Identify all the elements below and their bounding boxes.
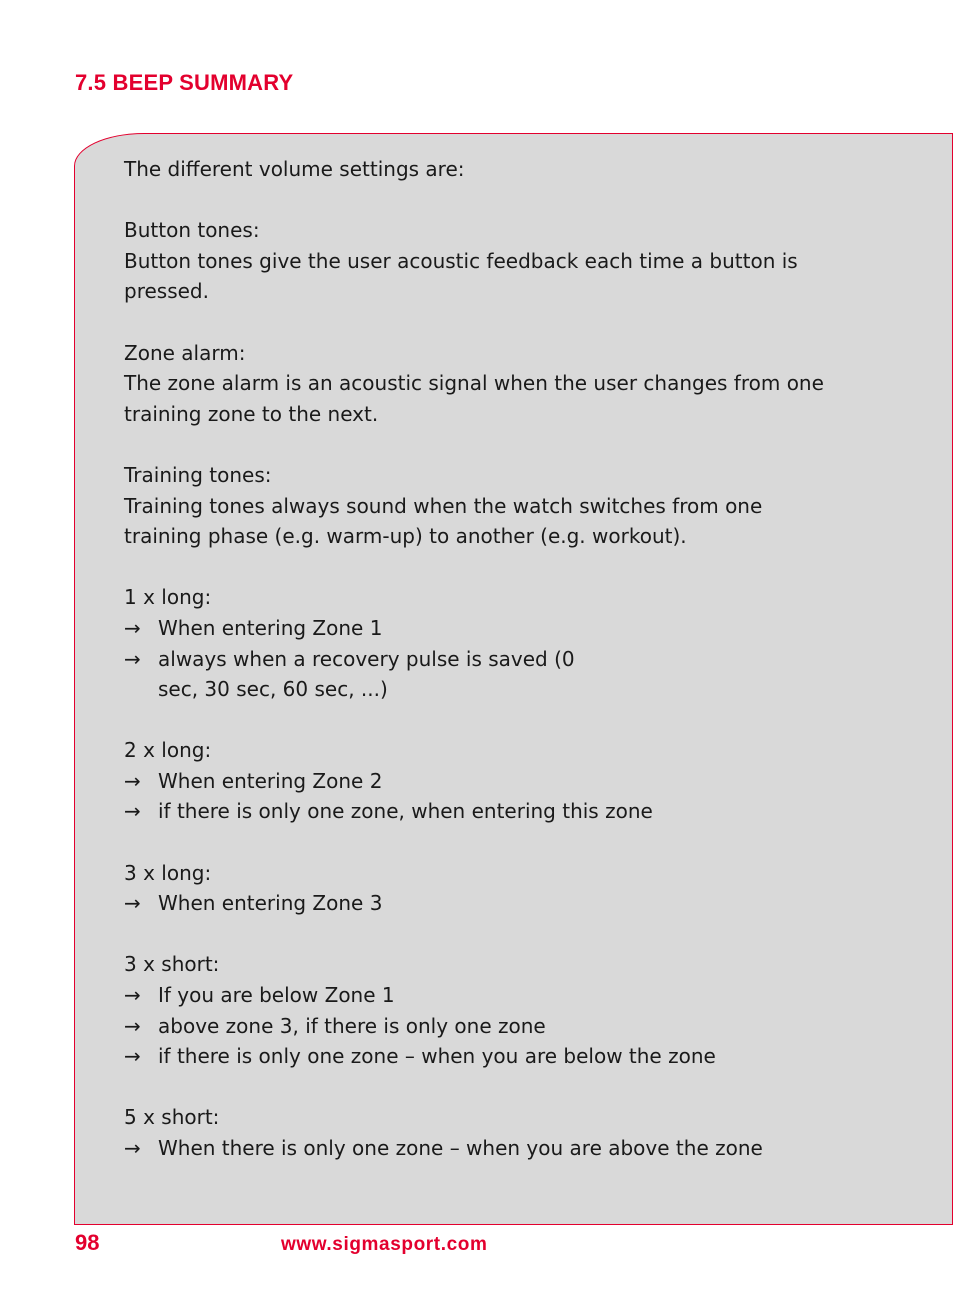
list-item (124, 644, 598, 705)
button-tones-text: Button tones give the user acoustic feedback each time a button is pressed. (124, 248, 798, 304)
beep-title-1x-long: 1 x long: (124, 585, 212, 610)
list-item (124, 888, 864, 919)
list-item (124, 766, 864, 797)
arrow-right-icon: → (124, 891, 141, 916)
beep-summary-content (124, 154, 864, 1164)
list-item-text: if there is only one zone – when you are below the zone (158, 1044, 716, 1069)
intro-text: The different volume settings are: (124, 157, 465, 181)
list-item-text: When entering Zone 2 (158, 768, 383, 793)
page-number: 98 (75, 1230, 100, 1255)
list-item (124, 796, 864, 827)
arrow-right-icon: → (124, 983, 141, 1008)
button-tones-title: Button tones: (124, 218, 260, 243)
list-item-text: When there is only one zone – when you are above the zone (158, 1136, 763, 1160)
list-item-text: above zone 3, if there is only one zone (158, 1013, 546, 1038)
list-item (124, 1011, 864, 1042)
beep-title-2x-long: 2 x long: (124, 738, 212, 763)
arrow-right-icon: → (124, 799, 141, 824)
arrow-right-icon: → (124, 1013, 141, 1038)
list-item (124, 613, 864, 644)
arrow-right-icon: → (124, 1136, 141, 1160)
website-url: www.sigmasport.com (281, 1234, 488, 1255)
list-item-text: always when a recovery pulse is saved (0 sec, 30 sec, 60 sec, ...) (158, 646, 575, 702)
training-tones-text: Training tones always sound when the watch switches from one training phase (e.g. warm-up) to another (e.g. workout). (124, 493, 763, 549)
list-item-text: When entering Zone 3 (158, 891, 383, 916)
beep-title-3x-short: 3 x short: (124, 952, 220, 977)
list-item (124, 1133, 864, 1164)
list-item (124, 980, 864, 1011)
beep-title-3x-long: 3 x long: (124, 860, 212, 885)
list-item-text: If you are below Zone 1 (158, 983, 395, 1008)
zone-alarm-text: The zone alarm is an acoustic signal when the user changes from one training zone to the next. (124, 371, 824, 426)
training-tones-title: Training tones: (124, 462, 272, 487)
arrow-right-icon: → (124, 646, 141, 671)
arrow-right-icon: → (124, 768, 141, 793)
arrow-right-icon: → (124, 1044, 141, 1069)
list-item-text: if there is only one zone, when entering this zone (158, 799, 653, 824)
beep-title-5x-short: 5 x short: (124, 1105, 220, 1130)
arrow-right-icon: → (124, 615, 141, 640)
section-heading: 7.5 BEEP SUMMARY (75, 70, 294, 95)
list-item-text: When entering Zone 1 (158, 615, 383, 640)
zone-alarm-title: Zone alarm: (124, 340, 246, 365)
list-item (124, 1041, 864, 1072)
